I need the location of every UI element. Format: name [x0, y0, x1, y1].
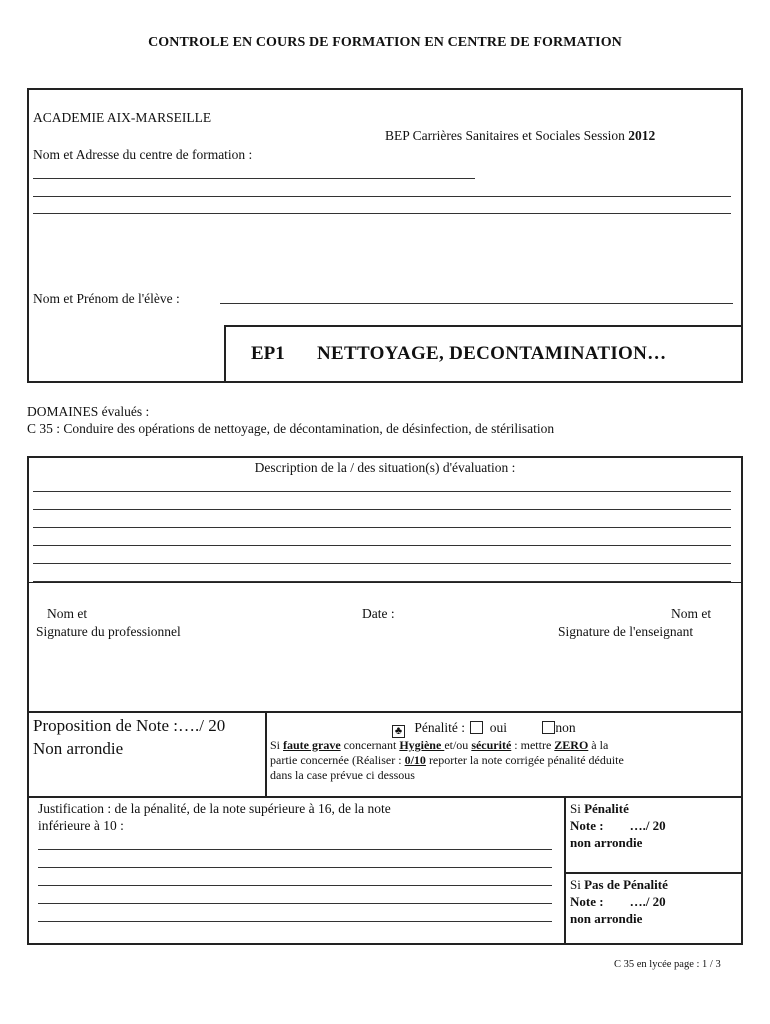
- situation-line-5[interactable]: [33, 563, 731, 564]
- exam-session-text: BEP Carrières Sanitaires et Sociales Session: [385, 128, 629, 143]
- si-pas-penalite-note[interactable]: Note : …./ 20: [570, 894, 666, 909]
- justification-line-2[interactable]: [38, 867, 552, 868]
- rule-reporter: reporter la note corrigée pénalité déduite: [425, 753, 624, 767]
- rule-a-la: à la: [588, 738, 609, 752]
- epreuve-code: EP1: [251, 343, 285, 364]
- penalite-label: Pénalité :: [414, 720, 465, 735]
- penalite-box-divider: [564, 872, 743, 874]
- si-penalite-non-arrondie: non arrondie: [570, 835, 643, 850]
- situation-divider: [27, 582, 743, 583]
- competence-text: C 35 : Conduire des opérations de nettoyage, de décontamination, de désinfection, de stérilisation: [27, 421, 555, 436]
- pro-name-label: Nom et: [47, 606, 88, 621]
- centre-line-3[interactable]: [33, 213, 731, 214]
- si-penalite-note[interactable]: Note : …./ 20: [570, 818, 666, 833]
- justification-line-5[interactable]: [38, 921, 552, 922]
- student-line[interactable]: [220, 303, 733, 304]
- si-penalite-heading: Pénalité: [584, 801, 629, 816]
- penalite-oui-checkbox[interactable]: [470, 721, 483, 734]
- penalite-rule: [270, 738, 740, 783]
- justification-line-1[interactable]: [38, 849, 552, 850]
- justification-line-3[interactable]: [38, 885, 552, 886]
- rule-line-1: [270, 738, 740, 753]
- penalite-oui-label: oui: [489, 720, 508, 735]
- epreuve-title: NETTOYAGE, DECONTAMINATION…: [317, 343, 667, 364]
- domaines-label: DOMAINES évalués :: [27, 404, 150, 419]
- justification-label-2: inférieure à 10 :: [38, 818, 124, 833]
- rule-zero: ZERO: [554, 738, 589, 752]
- date-label: Date :: [362, 606, 395, 621]
- rule-hygiene: Hygiène: [399, 738, 445, 752]
- justification-divider: [564, 796, 566, 945]
- note-row-divider: [265, 711, 267, 797]
- rule-faute-grave: faute grave: [283, 738, 341, 752]
- page-footer: C 35 en lycée page : 1 / 3: [614, 959, 721, 970]
- centre-line-1[interactable]: [33, 178, 475, 179]
- si-pas-penalite-title: [570, 876, 668, 893]
- situation-line-2[interactable]: [33, 509, 731, 510]
- si-penalite-si: Si: [570, 801, 585, 816]
- rule-line-2: [270, 753, 740, 768]
- situation-line-3[interactable]: [33, 527, 731, 528]
- si-penalite-box: [570, 800, 666, 851]
- exam-year: 2012: [628, 128, 656, 143]
- club-checkbox-icon: ♣: [392, 725, 405, 738]
- rule-mettre: : mettre: [511, 738, 555, 752]
- rule-etou: et/ou: [444, 738, 472, 752]
- rule-securite: sécurité: [471, 738, 512, 752]
- page-title: CONTROLE EN COURS DE FORMATION EN CENTRE DE FORMATION: [148, 35, 622, 50]
- situation-label: Description de la / des situation(s) d'évaluation :: [254, 460, 516, 475]
- rule-line-3: dans la case prévue ci dessous: [270, 768, 415, 782]
- centre-label: Nom et Adresse du centre de formation :: [33, 147, 253, 162]
- exam-session: [385, 127, 655, 144]
- situation-line-4[interactable]: [33, 545, 731, 546]
- si-pas-penalite-non-arrondie: non arrondie: [570, 911, 643, 926]
- academie-label: ACADEMIE AIX-MARSEILLE: [33, 110, 212, 125]
- si-pas-penalite-box: [570, 876, 668, 927]
- si-penalite-title: [570, 800, 666, 817]
- justification-label-1: Justification : de la pénalité, de la note supérieure à 16, de la note: [38, 801, 391, 816]
- teacher-name-label: Nom et: [671, 606, 712, 621]
- penalite-non-checkbox[interactable]: [542, 721, 555, 734]
- rule-concernant: concernant: [340, 738, 400, 752]
- teacher-signature-label: Signature de l'enseignant: [558, 624, 694, 639]
- note-proposition: Proposition de Note :…./ 20: [33, 716, 226, 735]
- penalite-non-label: non: [555, 720, 576, 735]
- rule-zero-ten: 0/10: [404, 753, 426, 767]
- si-pas-penalite-si: Si: [570, 877, 585, 892]
- note-row-top: [27, 711, 743, 713]
- rule-si: Si: [270, 738, 284, 752]
- justification-line-4[interactable]: [38, 903, 552, 904]
- situation-line-1[interactable]: [33, 491, 731, 492]
- pro-signature-label: Signature du professionnel: [36, 624, 181, 639]
- centre-line-2[interactable]: [33, 196, 731, 197]
- note-non-arrondie: Non arrondie: [33, 739, 124, 758]
- student-label: Nom et Prénom de l'élève :: [33, 291, 180, 306]
- rule-realiser: partie concernée (Réaliser :: [270, 753, 405, 767]
- penalite-row: [392, 719, 576, 738]
- si-pas-penalite-heading: Pas de Pénalité: [584, 877, 668, 892]
- justification-row-top: [27, 796, 743, 798]
